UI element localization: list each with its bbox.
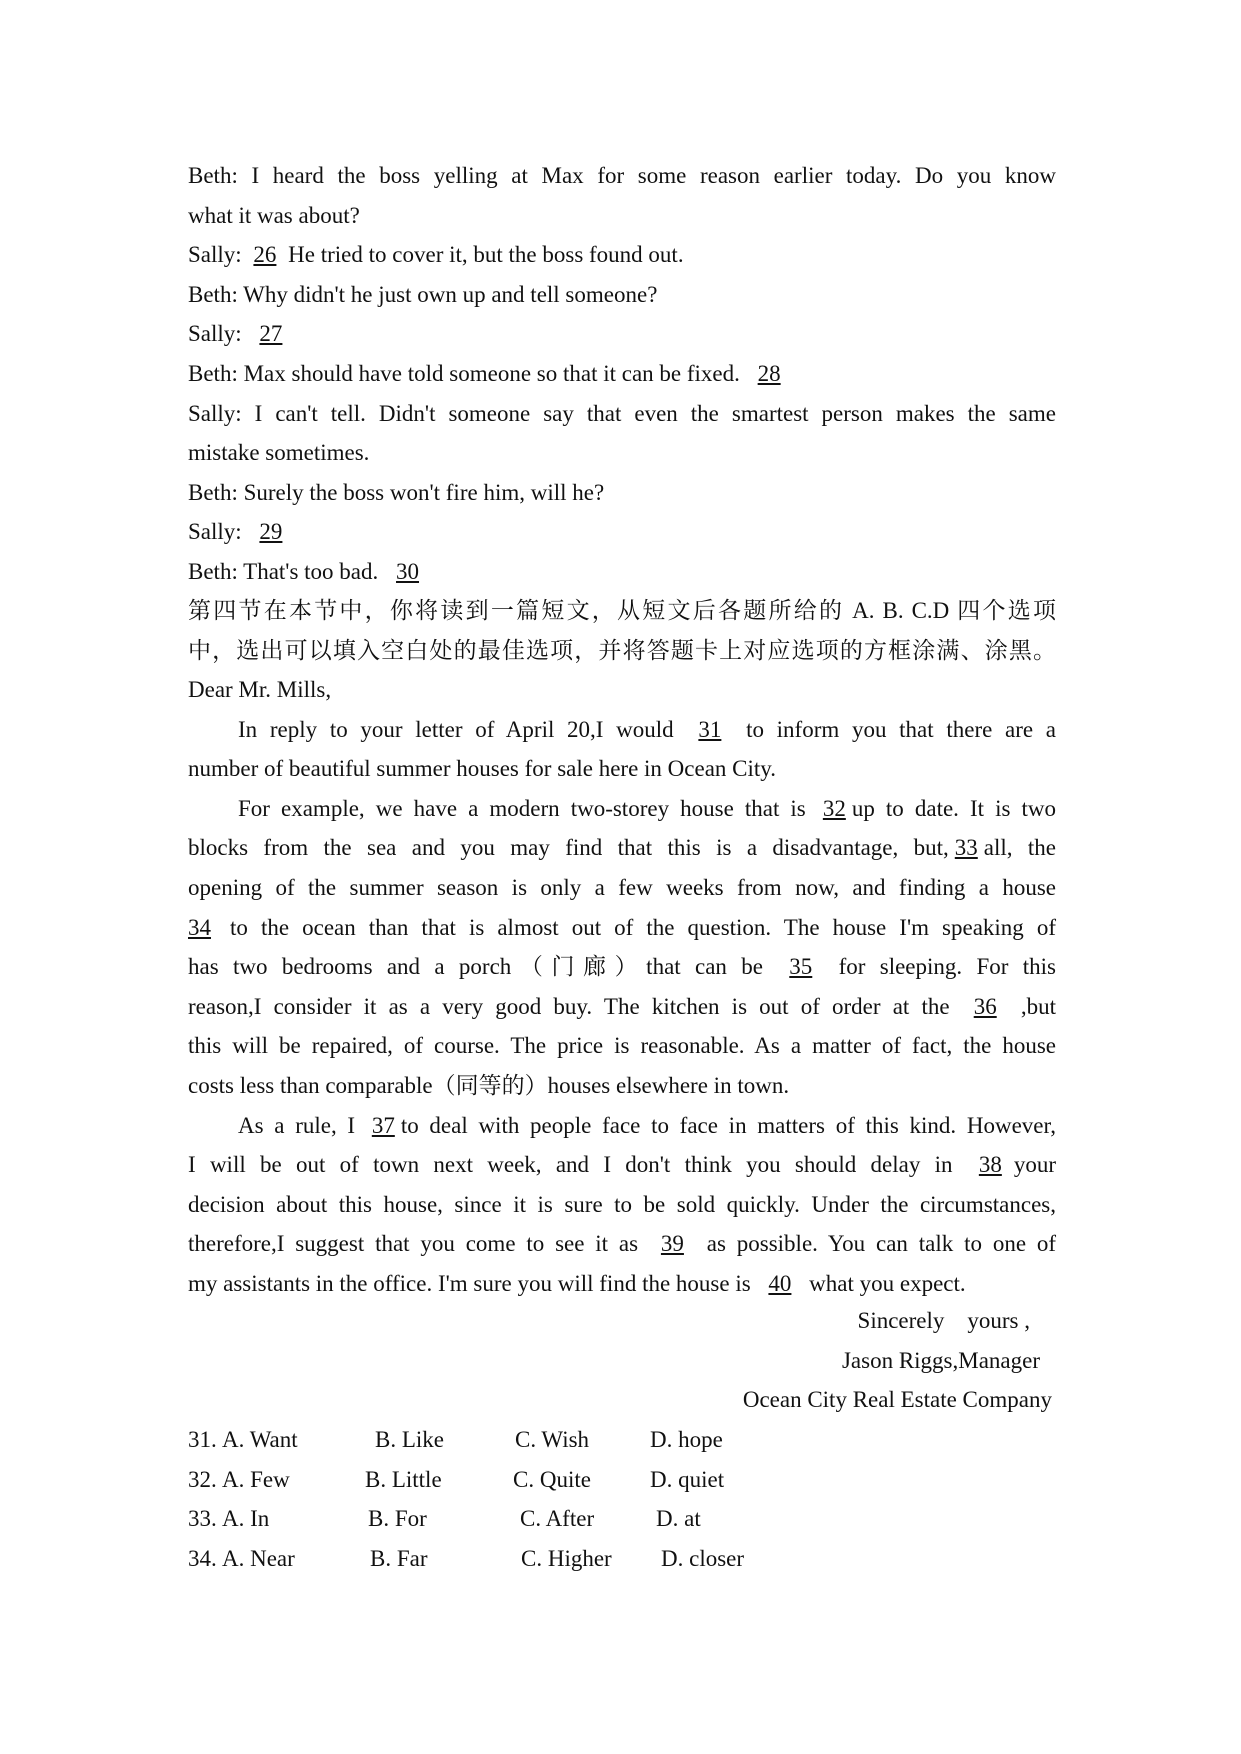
letter-line xyxy=(188,1066,1056,1106)
option-a: A. In xyxy=(222,1506,270,1532)
line-text: Beth: That's too bad. xyxy=(188,558,379,584)
option-a: A. Want xyxy=(222,1427,298,1452)
dialogue-line xyxy=(188,275,1056,315)
line-text: Sally: xyxy=(188,242,242,268)
letter-line xyxy=(188,1145,1056,1185)
letter-line xyxy=(188,1224,1056,1264)
letter-line xyxy=(188,868,1056,908)
dialogue-line xyxy=(188,394,1056,434)
section-4-instructions xyxy=(188,591,1056,670)
line-text: blocks from the sea and you may find that this is a disadvantage, but, xyxy=(188,835,949,861)
dialogue-line xyxy=(188,354,1056,394)
letter-salutation xyxy=(188,670,1056,710)
blank-26: 26 xyxy=(253,242,277,268)
letter-line xyxy=(188,789,1056,829)
instruction-line xyxy=(188,591,1056,631)
letter-line xyxy=(188,710,1056,750)
line-text: reason,I consider it as a very good buy. The kitchen is out of order at the xyxy=(188,993,950,1019)
line-text: therefore,I suggest that you come to see it as xyxy=(188,1231,639,1257)
blank-37: 37 xyxy=(371,1112,395,1138)
line-text: As a rule, I xyxy=(238,1112,356,1138)
option-row xyxy=(188,1539,1056,1579)
option-row xyxy=(188,1499,1056,1539)
dialogue-line xyxy=(188,196,1056,236)
line-text: I will be out of town next week, and I don't think you should delay in xyxy=(188,1152,953,1178)
letter-line xyxy=(188,947,1056,987)
blank-35: 35 xyxy=(789,954,813,980)
dialogue-line xyxy=(188,473,1056,513)
blank-28: 28 xyxy=(757,360,781,386)
line-text: Sally: xyxy=(188,321,242,347)
line-text: ,but xyxy=(1020,993,1057,1019)
option-c: C. Wish xyxy=(515,1427,590,1452)
blank-33: 33 xyxy=(954,835,978,861)
blank-32: 32 xyxy=(822,795,846,821)
line-text: For example, we have a modern two-storey house that is xyxy=(238,795,806,821)
signer-line: Jason Riggs,Manager xyxy=(841,1347,1040,1373)
line-text: Beth: I heard the boss yelling at Max for some reason earlier today. Do you know xyxy=(188,163,1056,188)
letter-signature xyxy=(188,1301,1056,1420)
letter xyxy=(188,670,1056,1304)
dialogue-line xyxy=(188,156,1056,196)
line-text: Sally: I can't tell. Didn't someone say that even the smartest person makes the same xyxy=(188,400,1056,426)
line-text: has two bedrooms and a porch（门廊）that can be xyxy=(188,954,763,980)
line-text: decision about this house, since it is sure to be sold quickly. Under the circumstances, xyxy=(188,1191,1056,1217)
blank-40: 40 xyxy=(768,1270,792,1296)
line-text: mistake sometimes. xyxy=(188,440,370,466)
option-b: B. For xyxy=(368,1506,427,1532)
question-number: 32. xyxy=(188,1466,217,1492)
line-text: number of beautiful summer houses for sale here in Ocean City. xyxy=(188,756,777,782)
letter-line xyxy=(188,1264,1056,1304)
option-c: C. After xyxy=(520,1506,595,1532)
option-d: D. closer xyxy=(661,1545,745,1571)
line-text: Sally: xyxy=(188,519,242,545)
option-c: C. Quite xyxy=(513,1466,591,1492)
question-number: 31. xyxy=(188,1427,217,1452)
letter-line xyxy=(188,749,1056,789)
option-a: A. Near xyxy=(222,1545,295,1571)
blank-29: 29 xyxy=(259,519,283,545)
blank-34: 34 xyxy=(188,914,211,940)
line-text: for sleeping. For this xyxy=(838,954,1056,980)
letter-line xyxy=(188,908,1056,948)
line-text: opening of the summer season is only a few weeks from now, and finding a house xyxy=(188,874,1056,900)
line-text: Beth: Surely the boss won't fire him, will he? xyxy=(188,479,605,505)
line-text: up to date. It is two xyxy=(851,795,1057,821)
option-row xyxy=(188,1460,1056,1500)
option-b: B. Far xyxy=(370,1545,428,1571)
dialogue-line xyxy=(188,314,1056,354)
option-b: B. Little xyxy=(365,1466,442,1492)
dialogue-section xyxy=(188,156,1056,592)
line-text: to inform you that there are a xyxy=(746,716,1057,742)
blank-30: 30 xyxy=(396,558,420,584)
option-d: D. quiet xyxy=(650,1466,725,1492)
blank-36: 36 xyxy=(973,993,997,1019)
instruction-line xyxy=(188,631,1056,671)
option-d: D. at xyxy=(656,1506,701,1532)
letter-line xyxy=(188,1185,1056,1225)
option-c: C. Higher xyxy=(521,1545,612,1571)
line-text: this will be repaired, of course. The price is reasonable. As a matter of fact, the house xyxy=(188,1033,1056,1059)
line-text: my assistants in the office. I'm sure you will find the house is xyxy=(188,1270,751,1296)
line-text: as possible. You can talk to one of xyxy=(706,1231,1057,1257)
option-row xyxy=(188,1420,1056,1460)
instruction-text: 第四节在本节中，你将读到一篇短文，从短文后各题所给的 A. B. C.D 四个选项 xyxy=(188,598,1056,623)
blank-31: 31 xyxy=(698,716,722,742)
line-text: He tried to cover it, but the boss found out. xyxy=(288,242,684,268)
line-text: Beth: Why didn't he just own up and tell someone? xyxy=(188,281,658,307)
answer-options xyxy=(188,1420,1056,1578)
dialogue-line xyxy=(188,552,1056,592)
question-number: 34. xyxy=(188,1545,217,1571)
dialogue-line xyxy=(188,235,1056,275)
letter-line xyxy=(188,828,1056,868)
line-text: to deal with people face to face in matters of this kind. However, xyxy=(400,1112,1056,1138)
question-number: 33. xyxy=(188,1506,217,1532)
option-d: D. hope xyxy=(650,1427,723,1452)
blank-39: 39 xyxy=(660,1231,684,1257)
salutation-text: Dear Mr. Mills, xyxy=(188,677,332,702)
line-text: what it was about? xyxy=(188,202,360,228)
line-text: your xyxy=(1013,1152,1057,1178)
letter-line xyxy=(188,1026,1056,1066)
option-b: B. Like xyxy=(375,1427,444,1452)
blank-27: 27 xyxy=(259,321,283,347)
line-text: to the ocean than that is almost out of the question. The house I'm speaking of xyxy=(230,914,1056,940)
line-text: what you expect. xyxy=(809,1270,966,1296)
company-line: Ocean City Real Estate Company xyxy=(742,1387,1052,1413)
line-text: In reply to your letter of April 20,I would xyxy=(238,716,674,742)
line-text: costs less than comparable（同等的）houses elsewhere in town. xyxy=(188,1072,790,1098)
letter-line xyxy=(188,987,1056,1027)
option-a: A. Few xyxy=(222,1466,290,1492)
letter-line xyxy=(188,1106,1056,1146)
blank-38: 38 xyxy=(978,1152,1002,1178)
line-text: Beth: Max should have told someone so that it can be fixed. xyxy=(188,360,740,386)
dialogue-line xyxy=(188,433,1056,473)
dialogue-line xyxy=(188,512,1056,552)
closing-line: Sincerely yours , xyxy=(857,1308,1030,1333)
line-text: all, the xyxy=(983,835,1057,861)
instruction-text: 中，选出可以填入空白处的最佳选项，并将答题卡上对应选项的方框涂满、涂黑。 xyxy=(188,637,1056,663)
